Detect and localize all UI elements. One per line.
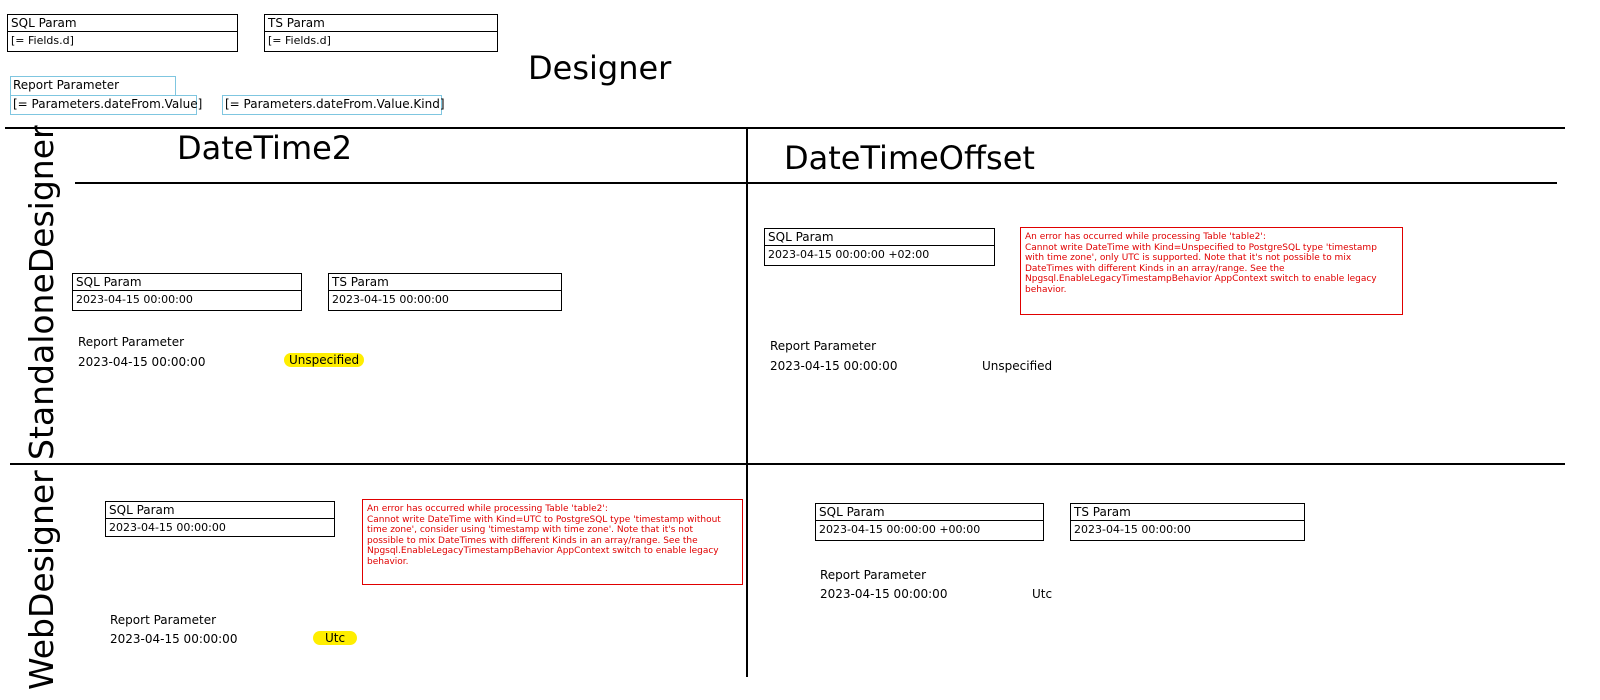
error-line: An error has occurred while processing Table 'table2': <box>367 504 608 514</box>
web-dto-sql-param-table <box>815 503 1044 541</box>
ts-param-value: [= Fields.d] <box>268 34 331 47</box>
ts-param-value: 2023-04-15 00:00:00 <box>332 293 449 306</box>
ts-param-value: 2023-04-15 00:00:00 <box>1074 523 1191 536</box>
column-header-datetime2: DateTime2 <box>177 129 353 167</box>
standalone-dt2-sql-param-table <box>72 273 302 311</box>
sql-param-value: 2023-04-15 00:00:00 <box>109 521 226 534</box>
sql-param-header: SQL Param <box>8 15 237 32</box>
ts-param-header: TS Param <box>265 15 497 32</box>
web-dto-report-parameter-label: Report Parameter <box>820 568 927 582</box>
row-label-standalone-designer: StandaloneDesigner <box>22 125 61 460</box>
error-line: time zone', consider using 'timestamp with time zone'. Note that it's not <box>367 525 693 535</box>
web-dto-ts-param-table <box>1070 503 1305 541</box>
error-line: Npgsql.EnableLegacyTimestampBehavior AppContext switch to enable legacy <box>367 546 719 556</box>
web-dto-kind: Utc <box>1032 587 1053 601</box>
sql-param-value: [= Fields.d] <box>11 34 74 47</box>
sql-param-header: SQL Param <box>765 229 994 246</box>
standalone-dt2-report-param-value: 2023-04-15 00:00:00 <box>78 355 206 369</box>
sql-param-header: SQL Param <box>816 504 1043 521</box>
web-dt2-error-message <box>362 499 743 585</box>
error-line: behavior. <box>367 556 409 567</box>
error-line: DateTimes with different Kinds in an array/range. See the <box>1025 263 1285 274</box>
row-label-web-designer: WebDesigner <box>22 470 61 690</box>
column-divider <box>746 127 748 677</box>
sql-param-value: 2023-04-15 00:00:00 +02:00 <box>768 248 930 261</box>
ts-param-header: TS Param <box>1071 504 1304 521</box>
standalone-dto-kind: Unspecified <box>982 359 1053 373</box>
designer-ts-param-table <box>264 14 498 52</box>
standalone-dto-sql-param-table <box>764 228 995 266</box>
error-line: An error has occurred while processing Table 'table2': <box>1025 232 1266 242</box>
ts-param-header: TS Param <box>329 274 561 291</box>
designer-report-param-value: [= Parameters.dateFrom.Value] <box>10 95 197 115</box>
sql-param-header: SQL Param <box>73 274 301 291</box>
error-line: with time zone', only UTC is supported. Note that it's not possible to mix <box>1025 253 1352 263</box>
sql-param-value: 2023-04-15 00:00:00 +00:00 <box>819 523 981 536</box>
standalone-dto-report-param-value: 2023-04-15 00:00:00 <box>770 359 898 373</box>
error-line: Cannot write DateTime with Kind=UTC to PostgreSQL type 'timestamp without <box>367 514 721 525</box>
standalone-dt2-report-parameter-label: Report Parameter <box>78 335 185 349</box>
standalone-dt2-ts-param-table <box>328 273 562 311</box>
web-dt2-kind <box>313 631 357 645</box>
sql-param-header: SQL Param <box>106 502 334 519</box>
row-divider <box>10 463 1565 465</box>
standalone-dt2-kind <box>284 353 364 367</box>
error-line: Npgsql.EnableLegacyTimestampBehavior AppContext switch to enable legacy <box>1025 274 1377 284</box>
column-header-underline <box>75 182 1557 184</box>
standalone-dto-error-message <box>1020 227 1403 315</box>
sql-param-value: 2023-04-15 00:00:00 <box>76 293 193 306</box>
kind-highlight: Utc <box>313 631 357 645</box>
error-line: behavior. <box>1025 284 1067 295</box>
standalone-dto-report-parameter-label: Report Parameter <box>770 339 877 353</box>
designer-report-param-kind: [= Parameters.dateFrom.Value.Kind] <box>222 95 442 115</box>
designer-report-parameter-label: Report Parameter <box>10 76 176 96</box>
error-line: Cannot write DateTime with Kind=Unspecified to PostgreSQL type 'timestamp <box>1025 242 1377 253</box>
error-line: possible to mix DateTimes with different Kinds in an array/range. See the <box>367 535 698 546</box>
web-dto-report-param-value: 2023-04-15 00:00:00 <box>820 587 948 601</box>
web-dt2-report-parameter-label: Report Parameter <box>110 613 217 627</box>
designer-sql-param-table <box>7 14 238 52</box>
kind-highlight: Unspecified <box>284 353 364 367</box>
designer-title: Designer <box>528 49 672 87</box>
web-dt2-report-param-value: 2023-04-15 00:00:00 <box>110 632 238 646</box>
column-header-datetimeoffset: DateTimeOffset <box>784 139 1035 177</box>
web-dt2-sql-param-table <box>105 501 335 537</box>
